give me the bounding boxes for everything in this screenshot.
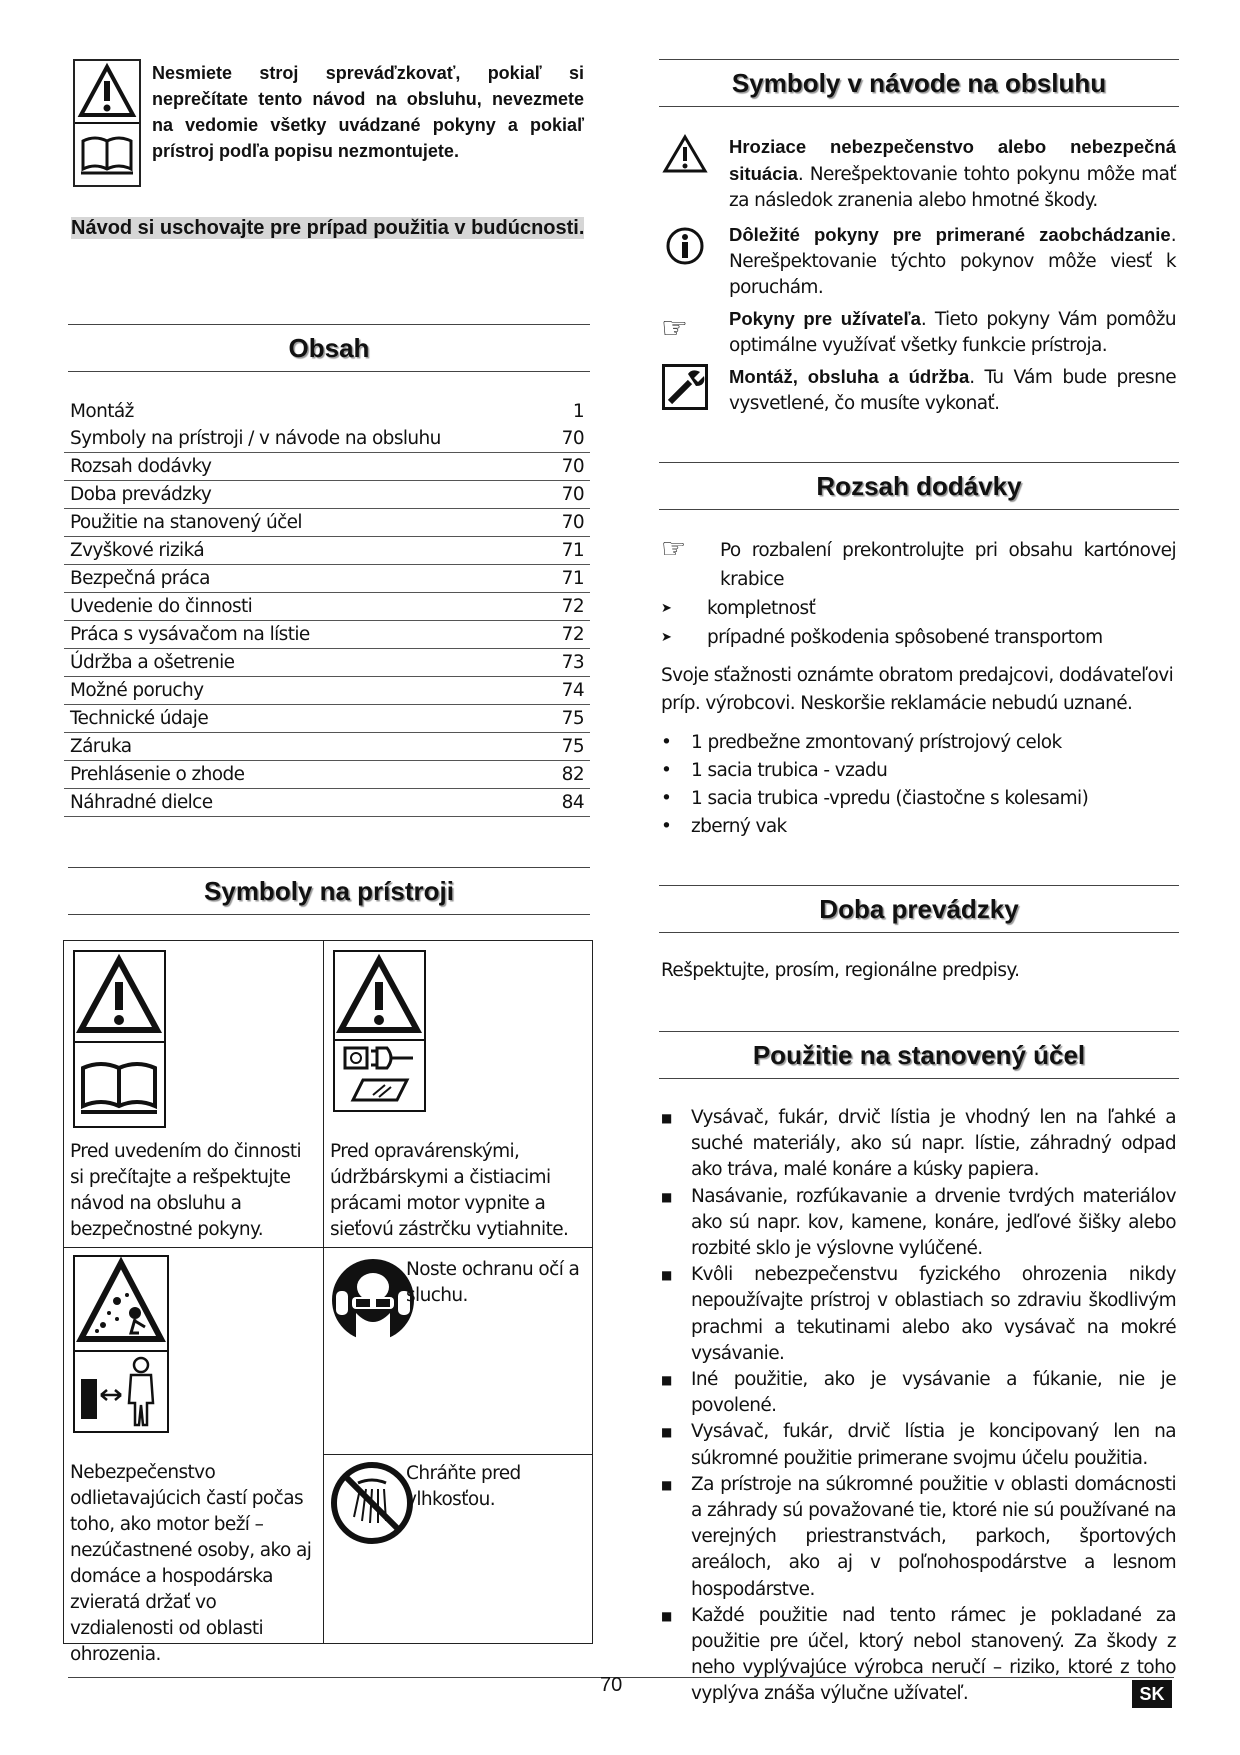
toc-entry	[64, 733, 590, 761]
toc-entry	[64, 705, 590, 733]
intro-warning-text: Nesmiete stroj spreváďzkovať, pokiaľ si neprečítate tento návod na obsluhu, nevezmete na vedomie všetky uvádzané pokyny a pokiaľ prístroj podľa popisu nezmontujete.	[152, 63, 584, 161]
intended-use-heading: Použitie na stanovený účel	[659, 1031, 1179, 1079]
keep-manual-note	[71, 214, 585, 242]
toc-entry	[64, 565, 590, 593]
delivery-complaint: Svoje sťažnosti oznámte obratom predajcovi, dodávateľovi príp. výrobcovi. Neskoršie reklamácie nebudú uznané.	[661, 665, 1174, 714]
toc-entry-page: 72	[561, 624, 584, 645]
toc-entry-label: Montáž	[70, 401, 134, 422]
square-bullet-icon: ■	[661, 1373, 672, 1388]
toc-entry-page: 73	[561, 652, 584, 673]
protect-from-moisture-icon	[330, 1461, 414, 1545]
manual-symbol-assembly-text	[729, 364, 1176, 417]
manual-symbols-heading: Symboly v návode na obsluhu	[659, 59, 1179, 107]
operation-time-heading: Doba prevádzky	[659, 885, 1179, 933]
list-item	[661, 1603, 1176, 1708]
keep-manual-text: Návod si uschovajte pre prípad použitia v budúcnosti.	[71, 217, 585, 239]
manual-symbol-assembly-desc: . Tu Vám bude presne vysvetlené, čo musíte vykonať.	[729, 367, 1176, 414]
toc-entry-label: Údržba a ošetrenie	[70, 652, 235, 673]
wear-eye-ear-protection-icon	[330, 1257, 416, 1343]
device-symbols-table	[63, 940, 593, 1665]
manual-symbol-danger-title: Hroziace nebezpečenstvo alebo nebezpečná situácia	[729, 136, 1176, 184]
toc-entry	[64, 537, 590, 565]
toc-entry-page: 71	[561, 540, 584, 561]
symbol-cell-3-text: Nebezpečenstvo odlietavajúcich častí počas toho, ako motor beží – nezúčastnené osoby, ako aj domáce a hospodárska zvieratá držať vo vzdialenosti od oblasti ohrozenia.	[70, 1462, 312, 1665]
toc-heading: Obsah	[68, 324, 590, 372]
toc-entry-page: 70	[561, 456, 584, 477]
toc-entry-label: Symboly na prístroji / v návode na obsluhu	[70, 428, 441, 449]
delivery-checks-list	[661, 594, 1176, 652]
toc-entry-label: Rozsah dodávky	[70, 456, 212, 477]
manual-symbol-info-desc: . Nerešpektovanie týchto pokynov môže viesť k poruchám.	[729, 225, 1176, 298]
intended-use-item: Kvôli nebezpečenstvu fyzického ohrozenia nikdy nepoužívajte prístroj v oblastiach so zdraviu škodlivým prachmi a tekutinami alebo ako vysávač na mokré vysávanie.	[691, 1264, 1176, 1364]
list-item: • 1 sacia trubica -vpredu (čiastočne s kolesami)	[661, 788, 1089, 809]
read-manual-icon	[73, 950, 166, 1128]
toc-entry-label: Bezpečná práca	[70, 568, 210, 589]
intended-use-item: Iné použitie, ako je vysávanie a fúkanie, nie je povolené.	[691, 1369, 1176, 1417]
intended-use-item: Nasávanie, rozfúkavanie a drvenie tvrdých materiálov ako sú napr. kov, kamene, konáre, jedľové šišky alebo rozbité sklo je výslovne vylúčené.	[691, 1185, 1176, 1260]
info-icon	[665, 226, 705, 266]
list-item	[661, 1184, 1176, 1263]
intro-symbol-box	[73, 59, 141, 187]
list-item	[661, 1105, 1176, 1184]
toc-entry	[64, 509, 590, 537]
toc-entry-label: Záruka	[70, 736, 132, 757]
list-item: ➤ prípadné poškodenia spôsobené transportom	[661, 627, 1103, 648]
manual-symbol-danger-desc: . Nerešpektovanie tohto pokynu môže mať za následok zranenia alebo hmotné škody.	[729, 164, 1176, 211]
flying-debris-keep-distance-icon	[73, 1255, 169, 1433]
delivery-check-2: prípadné poškodenia spôsobené transportom	[707, 627, 1103, 648]
intended-use-item: Za prístroje na súkromné použitie v oblasti domácnosti a záhrady sú považované tie, ktoré nie sú používané na verejných priestranstvách, parkoch, športových areáloch, ako aj v poľnohospodárstve a lesnom hospodárstve.	[691, 1473, 1176, 1600]
list-item: • 1 predbežne zmontovaný prístrojový celok	[661, 732, 1062, 753]
toc-entry-label: Doba prevádzky	[70, 484, 212, 505]
list-item	[661, 1419, 1176, 1471]
delivery-heading: Rozsah dodávky	[659, 462, 1179, 510]
toc-entry	[64, 677, 590, 705]
toc-entry	[64, 761, 590, 789]
intended-use-item: Vysávač, fukár, drvič lístia je koncipovaný len na súkromné použitie primerane svojmu účelu použitia.	[691, 1421, 1176, 1469]
toc-entry-label: Použitie na stanovený účel	[70, 512, 302, 533]
list-item	[661, 1262, 1176, 1367]
unplug-before-maintenance-icon	[333, 950, 426, 1112]
toc-entry-page: 74	[561, 680, 584, 701]
square-bullet-icon: ■	[661, 1608, 672, 1623]
square-bullet-icon: ■	[661, 1425, 672, 1440]
toc-entry-label: Zvyškové riziká	[70, 540, 205, 561]
delivery-item: zberný vak	[691, 816, 787, 837]
toc-entry-label: Prehlásenie o zhode	[70, 764, 245, 785]
toc-entry	[64, 593, 590, 621]
table-of-contents	[64, 398, 590, 817]
manual-symbol-assembly-title: Montáž, obsluha a údržba	[729, 366, 970, 387]
language-badge: SK	[1132, 1680, 1172, 1708]
delivery-item: 1 predbežne zmontovaný prístrojový celok	[691, 732, 1062, 753]
wrench-icon	[662, 364, 708, 410]
toc-entry	[64, 453, 590, 481]
pointing-hand-icon: ☞	[661, 311, 688, 346]
intended-use-item: Každé použitie nad tento rámec je pokladané za použitie pre účel, ktorý nebol stanovený. Za škody z neho vyplývajúce výrobca neručí – riziko, ktoré z toho vyplýva znáša výlučne užívateľ.	[691, 1604, 1176, 1705]
toc-entry	[64, 649, 590, 677]
warning-read-manual-icon	[75, 61, 139, 185]
list-item: • zberný vak	[661, 816, 787, 837]
symbol-cell-4-text: Noste ochranu očí a sluchu.	[406, 1259, 580, 1306]
toc-entry	[64, 481, 590, 509]
list-item	[661, 1367, 1176, 1419]
intended-use-item: Vysávač, fukár, drvič lístia je vhodný len na ľahké a suché materiály, ako sú napr. lístie, záhradný odpad ako tráva, malé konáre a kúsky papiera.	[691, 1107, 1176, 1181]
page-number: 70	[600, 1674, 623, 1696]
list-item: • 1 sacia trubica - vzadu	[661, 760, 888, 781]
toc-entry-page: 82	[561, 764, 584, 785]
delivery-item: 1 sacia trubica -vpredu (čiastočne s kolesami)	[691, 788, 1089, 809]
square-bullet-icon: ■	[661, 1268, 672, 1283]
manual-symbol-user-text	[729, 306, 1176, 359]
delivery-item: 1 sacia trubica - vzadu	[691, 760, 888, 781]
list-item	[661, 1472, 1176, 1603]
toc-entry-page: 70	[561, 484, 584, 505]
toc-entry-page: 84	[561, 792, 584, 813]
square-bullet-icon: ■	[661, 1111, 672, 1125]
toc-entry-page: 75	[561, 708, 584, 729]
delivery-check-1: kompletnosť	[707, 598, 816, 619]
operation-time-text: Rešpektujte, prosím, regionálne predpisy.	[661, 960, 1020, 981]
intended-use-list	[661, 1105, 1176, 1708]
toc-entry	[64, 621, 590, 649]
toc-entry-label: Náhradné dielce	[70, 792, 213, 813]
manual-symbol-user-desc: . Tieto pokyny Vám pomôžu optimálne využívať všetky funkcie prístroja.	[729, 309, 1176, 356]
square-bullet-icon: ■	[661, 1189, 672, 1204]
list-item: ➤ kompletnosť	[661, 598, 816, 619]
toc-entry	[64, 425, 590, 453]
toc-entry-label: Možné poruchy	[70, 680, 204, 701]
toc-entry	[64, 398, 590, 425]
manual-symbol-info-title: Dôležité pokyny pre primerané zaobchádzanie	[729, 224, 1171, 245]
symbol-cell-5-text: Chráňte pred vlhkosťou.	[406, 1463, 521, 1510]
toc-entry-page: 70	[561, 512, 584, 533]
manual-symbol-user-title: Pokyny pre užívateľa	[729, 308, 921, 329]
toc-entry-page: 70	[561, 428, 584, 449]
delivery-intro: Po rozbalení prekontrolujte pri obsahu kartónovej krabice	[720, 540, 1176, 590]
toc-entry-page: 1	[572, 401, 584, 422]
manual-symbol-info-text	[729, 222, 1176, 301]
toc-entry-label: Práca s vysávačom na lístie	[70, 624, 310, 645]
symbol-cell-1-text: Pred uvedením do činnosti si prečítajte a rešpektujte návod na obsluhu a bezpečnostné pokyny.	[70, 1141, 302, 1240]
device-symbols-heading: Symboly na prístroji	[68, 867, 590, 915]
danger-warning-icon	[662, 134, 708, 174]
symbol-cell-2-text: Pred opravárenskými, údržbárskymi a čistiacimi prácami motor vypnite a sieťovú zástrčku vytiahnite.	[330, 1141, 569, 1240]
square-bullet-icon: ■	[661, 1477, 672, 1492]
manual-symbol-danger-text	[729, 134, 1176, 214]
toc-entry	[64, 789, 590, 817]
toc-entry-page: 71	[561, 568, 584, 589]
toc-entry-label: Uvedenie do činnosti	[70, 596, 253, 617]
delivery-items-list	[661, 729, 1176, 841]
pointing-hand-icon: ☞	[661, 532, 687, 565]
toc-entry-label: Technické údaje	[70, 708, 209, 729]
toc-entry-page: 75	[561, 736, 584, 757]
toc-entry-page: 72	[561, 596, 584, 617]
